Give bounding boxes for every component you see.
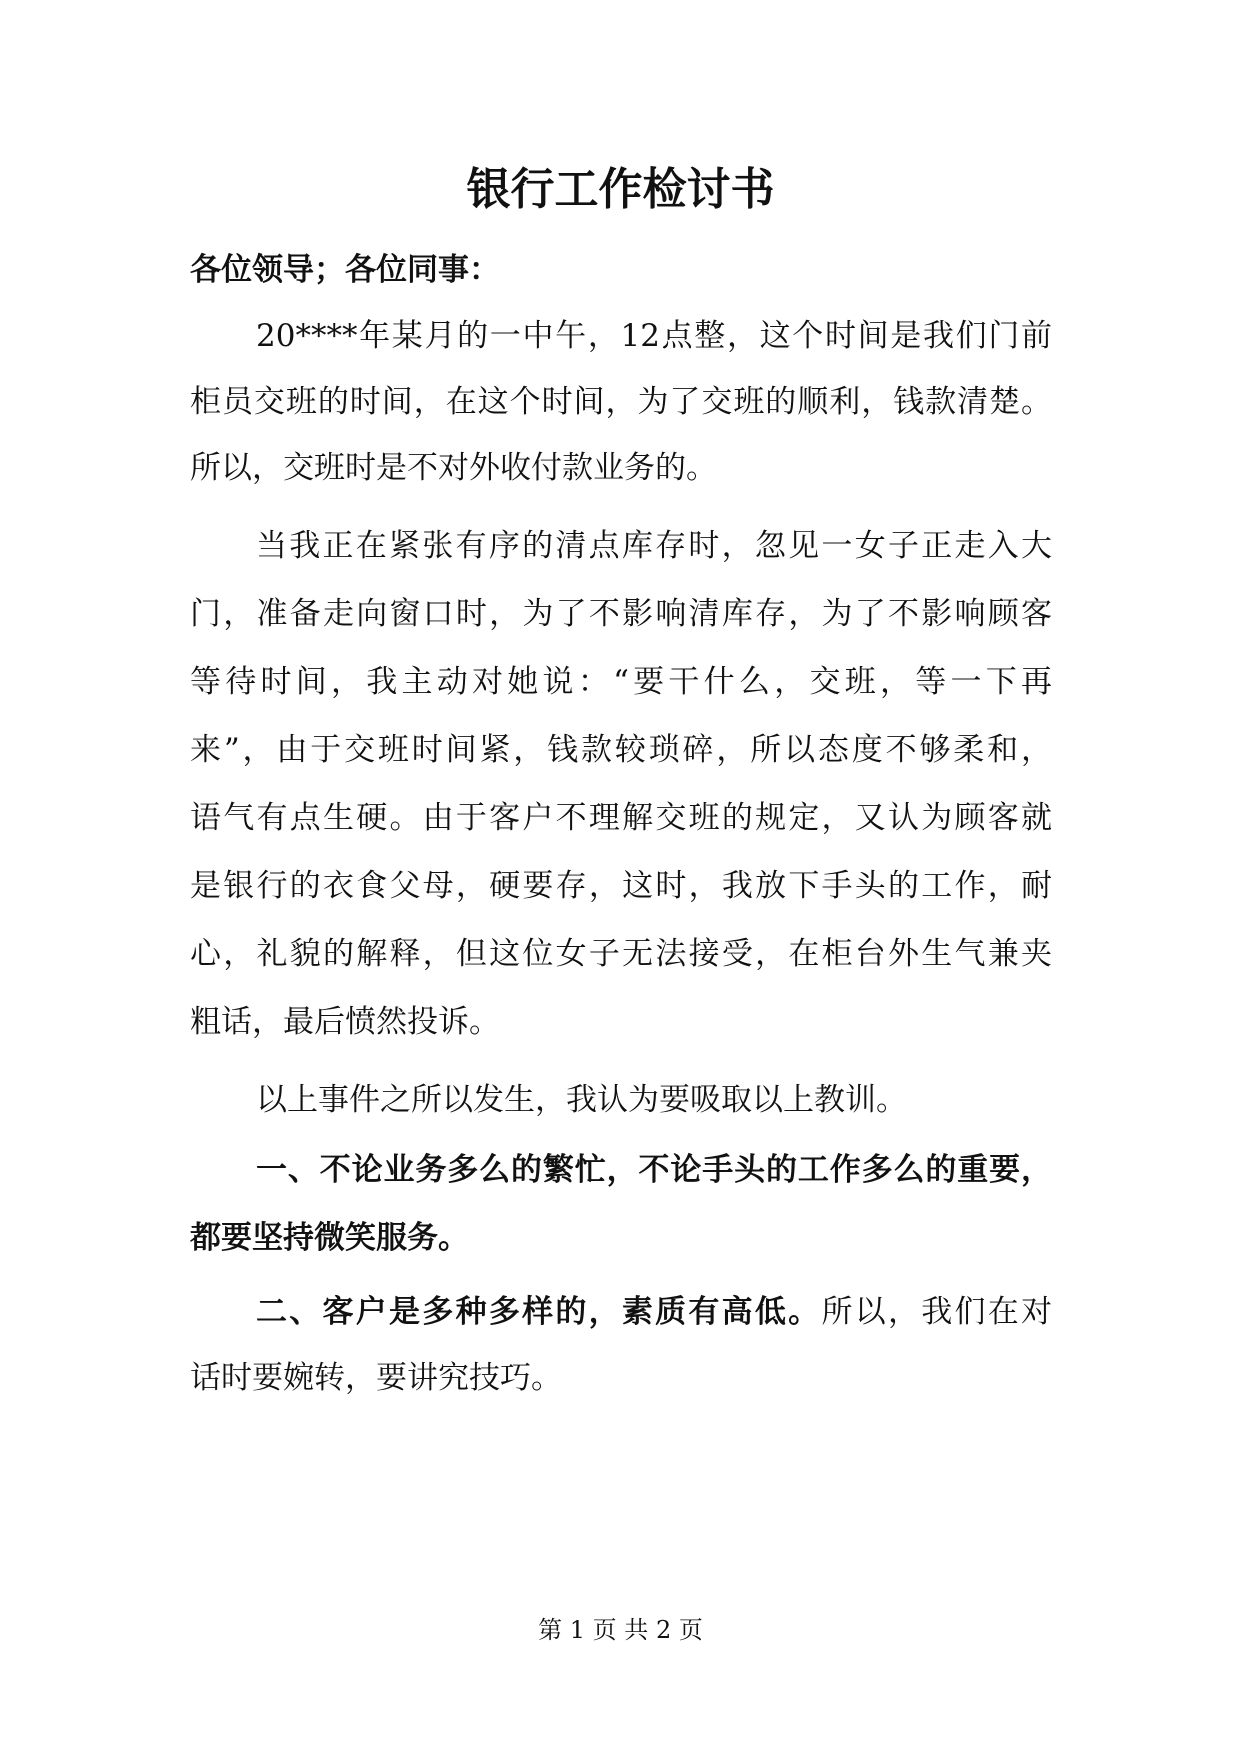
salutation: 各位领导；各位同事： [190, 252, 500, 288]
paragraph-line: 20****年某月的一中午，12点整，这个时间是我们门前 [256, 318, 1052, 354]
lesson-two-text: 所以，我们在对 [821, 1294, 1053, 1330]
paragraph-line: 等待时间，我主动对她说：“要干什么，交班，等一下再 [190, 664, 1052, 700]
paragraph-line: 所以，交班时是不对外收付款业务的。 [190, 450, 717, 486]
paragraph-line: 来”，由于交班时间紧，钱款较琐碎，所以态度不够柔和， [190, 732, 1052, 768]
lesson-one-line: 一、不论业务多么的繁忙，不论手头的工作多么的重要， [256, 1152, 1052, 1188]
lesson-two-line [256, 1290, 1052, 1334]
paragraph-line: 门，准备走向窗口时，为了不影响清库存，为了不影响顾客 [190, 596, 1052, 632]
paragraph-line: 以上事件之所以发生，我认为要吸取以上教训。 [256, 1082, 907, 1118]
paragraph-line: 柜员交班的时间，在这个时间，为了交班的顺利，钱款清楚。 [190, 384, 1052, 420]
paragraph-line: 是银行的衣食父母，硬要存，这时，我放下手头的工作，耐 [190, 868, 1052, 904]
paragraph-line: 语气有点生硬。由于客户不理解交班的规定，又认为顾客就 [190, 800, 1052, 836]
paragraph-line: 当我正在紧张有序的清点库存时，忽见一女子正走入大 [256, 528, 1052, 564]
paragraph-line: 话时要婉转，要讲究技巧。 [190, 1360, 562, 1396]
paragraph-line: 心，礼貌的解释，但这位女子无法接受，在柜台外生气兼夹 [190, 936, 1052, 972]
page-number-footer: 第 1 页 共 2 页 [538, 1616, 703, 1644]
paragraph-line: 粗话，最后愤然投诉。 [190, 1004, 500, 1040]
lesson-two-heading: 二、客户是多种多样的，素质有高低。 [256, 1294, 822, 1330]
document-title: 银行工作检讨书 [466, 164, 775, 215]
lesson-one-line: 都要坚持微笑服务。 [190, 1220, 469, 1256]
